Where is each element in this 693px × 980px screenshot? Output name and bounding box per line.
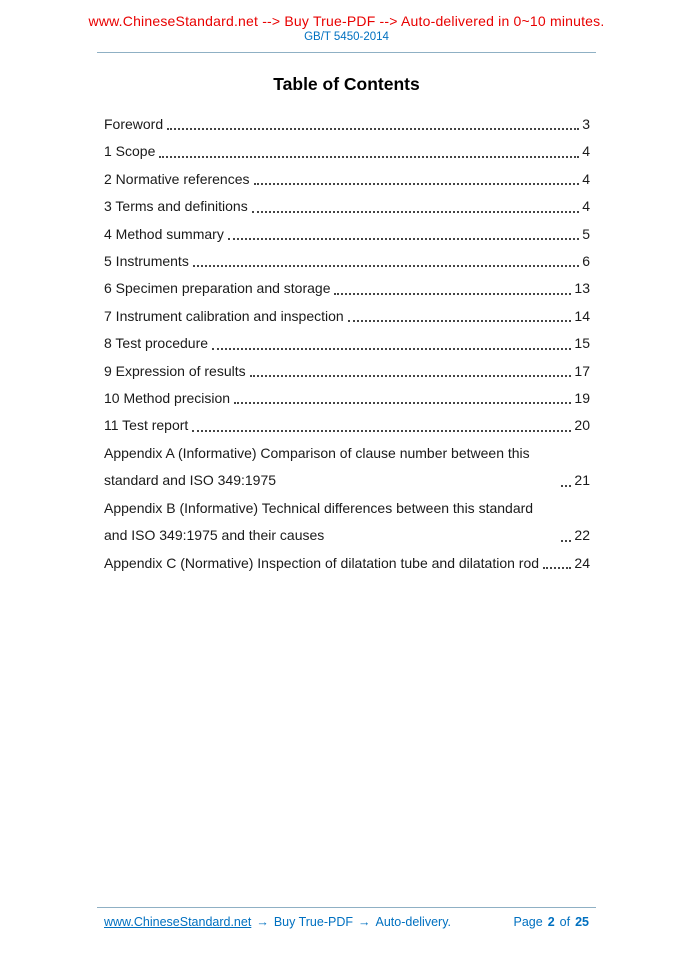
footer-url-link[interactable]: www.ChineseStandard.net xyxy=(104,915,252,929)
toc-entry-page: 3 xyxy=(582,116,590,132)
toc-entry-label: 1 Scope xyxy=(104,143,156,160)
toc-entry xyxy=(104,303,590,330)
toc-entry-page: 4 xyxy=(582,170,590,187)
toc-entry xyxy=(104,440,590,495)
toc-entry-label: 5 Instruments xyxy=(104,253,189,270)
toc-entry xyxy=(104,111,590,138)
toc-entry-page: 24 xyxy=(574,554,590,571)
toc-entry-label: 2 Normative references xyxy=(104,170,250,187)
toc-leader-dots xyxy=(228,238,579,240)
page-total-number: 25 xyxy=(575,915,589,929)
toc-leader-dots xyxy=(250,375,572,377)
toc-entry-label: Foreword xyxy=(104,116,164,132)
toc-entry xyxy=(104,248,590,275)
footer-links xyxy=(104,915,451,929)
promo-banner: www.ChineseStandard.net --> Buy True-PDF --> Auto-delivered in 0~10 minutes. xyxy=(88,13,605,29)
toc-leader-dots xyxy=(561,485,571,487)
toc-leader-dots xyxy=(193,265,579,267)
footer-divider xyxy=(97,907,596,908)
toc-leader-dots xyxy=(252,211,579,213)
toc-entry-page: 15 xyxy=(574,335,590,352)
page-footer xyxy=(0,907,693,929)
toc-entry-label: Appendix B (Informative) Technical differences between this standard and ISO 349:1975 and their causes xyxy=(104,499,534,544)
footer-buy-text: Buy True-PDF xyxy=(273,915,353,929)
toc-leader-dots xyxy=(334,293,571,295)
toc-leader-dots xyxy=(254,183,580,185)
toc-entry xyxy=(104,385,590,412)
toc-leader-dots xyxy=(234,402,571,404)
toc-entry xyxy=(104,412,590,439)
of-label: of xyxy=(559,915,571,929)
page-current-number: 2 xyxy=(547,915,555,929)
toc-entry-label: 11 Test report xyxy=(104,417,189,434)
toc-leader-dots xyxy=(167,128,579,130)
toc-entry xyxy=(104,550,590,577)
page-indicator xyxy=(514,915,590,929)
header-divider xyxy=(97,52,596,53)
toc-entry-page: 19 xyxy=(574,390,590,407)
toc-entry-label: 7 Instrument calibration and inspection xyxy=(104,307,344,324)
toc-entry-label: 4 Method summary xyxy=(104,225,224,242)
toc-entry xyxy=(104,495,590,550)
toc-entry xyxy=(104,138,590,165)
toc-entry-label: 10 Method precision xyxy=(104,390,231,407)
toc-entry-label: Appendix C (Normative) Inspection of dilatation tube and dilatation rod xyxy=(104,554,540,571)
page-title: Table of Contents xyxy=(273,74,420,94)
toc-entry-page: 6 xyxy=(582,253,590,270)
toc-list xyxy=(104,111,590,577)
arrow-right-icon: → xyxy=(358,915,371,929)
toc-entry-page: 13 xyxy=(574,280,590,297)
toc-entry xyxy=(104,275,590,302)
toc-section xyxy=(0,74,693,577)
toc-entry-page: 4 xyxy=(582,143,590,160)
standard-code: GB/T 5450-2014 xyxy=(304,31,389,43)
toc-entry-page: 4 xyxy=(582,198,590,215)
toc-entry-page: 22 xyxy=(574,527,590,544)
toc-entry xyxy=(104,166,590,193)
toc-leader-dots xyxy=(192,430,571,432)
arrow-right-icon: → xyxy=(256,915,269,929)
toc-entry-label: 3 Terms and definitions xyxy=(104,198,248,215)
toc-entry xyxy=(104,221,590,248)
toc-entry-page: 5 xyxy=(582,225,590,242)
toc-entry-page: 17 xyxy=(574,362,590,379)
toc-entry xyxy=(104,330,590,357)
page-header xyxy=(0,0,693,53)
toc-entry-label: 8 Test procedure xyxy=(104,335,209,352)
footer-delivery-text: Auto-delivery. xyxy=(375,915,451,929)
footer-row xyxy=(104,915,589,929)
toc-leader-dots xyxy=(561,540,571,542)
toc-entry xyxy=(104,193,590,220)
toc-leader-dots xyxy=(212,348,571,350)
toc-entry-page: 20 xyxy=(574,417,590,434)
toc-entry-label: Appendix A (Informative) Comparison of clause number between this standard and ISO 349:1975 xyxy=(104,444,530,489)
toc-entry-label: 6 Specimen preparation and storage xyxy=(104,280,331,297)
toc-entry-label: 9 Expression of results xyxy=(104,362,246,379)
toc-leader-dots xyxy=(543,567,571,569)
toc-leader-dots xyxy=(159,156,579,158)
toc-entry-page: 14 xyxy=(574,307,590,324)
page-label: Page xyxy=(513,915,543,929)
toc-leader-dots xyxy=(348,320,572,322)
toc-entry xyxy=(104,358,590,385)
toc-entry-page: 21 xyxy=(574,472,590,489)
